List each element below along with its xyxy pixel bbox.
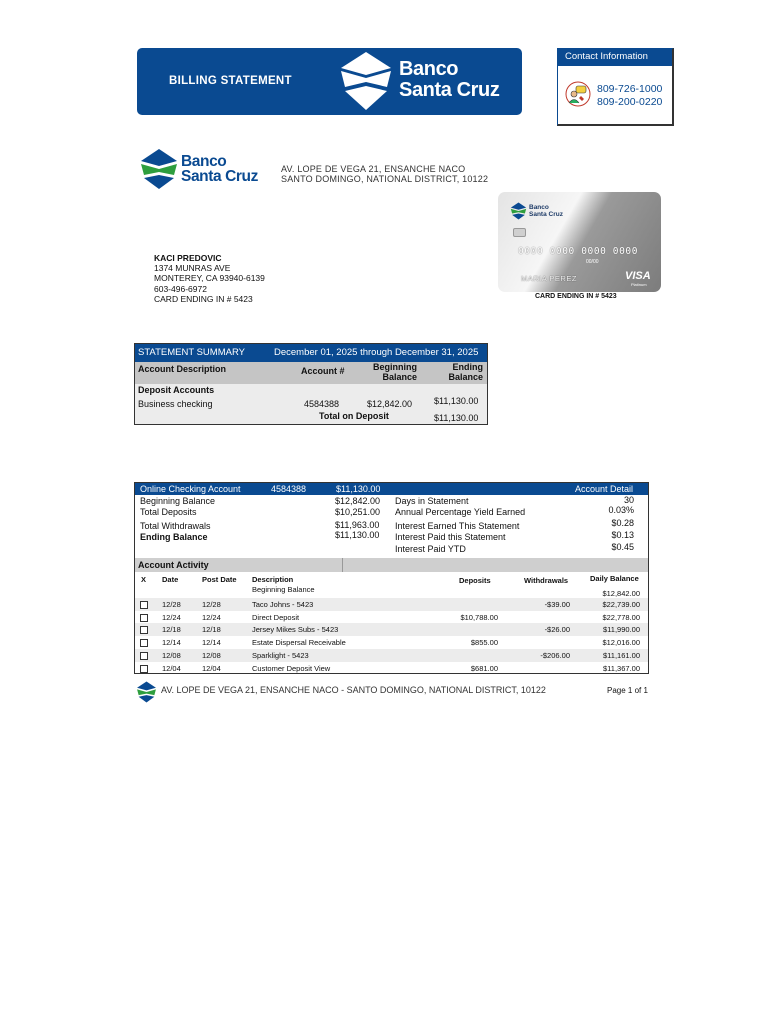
col-deposits: Deposits [459, 576, 491, 585]
row-post-date: 12/24 [202, 612, 221, 622]
stat-ending-balance-value: $11,130.00 [335, 530, 380, 540]
row-withdrawal: -$206.00 [540, 650, 570, 660]
row-description: Beginning Balance [252, 585, 315, 594]
bank-address-line2: SANTO DOMINGO, NATIONAL DISTRICT, 10122 [281, 174, 489, 184]
row-date: 12/28 [162, 599, 181, 609]
table-row [135, 662, 648, 675]
footer-bank-logo-icon [136, 681, 157, 703]
summary-body [135, 384, 487, 424]
row-checkbox[interactable] [140, 665, 148, 673]
row-description: Customer Deposit View [252, 663, 331, 673]
row-deposit: $855.00 [470, 638, 498, 648]
stat-interest-paid-value: $0.13 [611, 530, 634, 540]
contact-phones [597, 83, 662, 108]
summary-period: December 01, 2025 through December 31, 2025 [274, 347, 479, 358]
table-row [135, 585, 648, 598]
row-balance: $12,016.00 [602, 638, 640, 648]
stat-ending-balance-label: Ending Balance [140, 532, 208, 542]
card-tier: Platinum [631, 282, 647, 287]
activity-rows [135, 585, 648, 675]
summary-beginning-balance: $12,842.00 [367, 399, 413, 409]
row-date: 12/04 [162, 663, 181, 673]
row-balance: $11,161.00 [603, 650, 640, 660]
row-balance: $12,842.00 [602, 589, 640, 598]
customer-block [154, 253, 265, 304]
stat-interest-earned-value: $0.28 [611, 518, 634, 528]
banner-bank-name-line2: Santa Cruz [399, 79, 500, 101]
summary-account-name: Business checking [138, 399, 213, 409]
phone-contact-icon [565, 81, 591, 107]
credit-card-image [498, 192, 661, 292]
summary-title: STATEMENT SUMMARY [138, 347, 245, 358]
bank-logo-icon [337, 51, 395, 111]
stat-beginning-balance-value: $12,842.00 [335, 496, 381, 506]
row-checkbox[interactable] [140, 626, 148, 634]
bank-name [181, 154, 258, 184]
col-beginning-line2: Balance [382, 372, 417, 382]
stat-apy-label: Annual Percentage Yield Earned [395, 507, 526, 517]
card-network-logo: VISA [625, 270, 651, 282]
activity-title: Account Activity [138, 560, 209, 570]
card-brand-line1: Banco [529, 204, 549, 211]
bank-name-line1: Banco [181, 153, 227, 170]
row-post-date: 12/28 [202, 599, 221, 609]
col-account-description: Account Description [138, 364, 227, 374]
row-post-date: 12/14 [202, 638, 221, 648]
col-ending-line2: Balance [448, 372, 483, 382]
activity-header-divider [342, 558, 343, 572]
summary-section: Deposit Accounts [138, 385, 215, 395]
bank-address [281, 164, 488, 184]
detail-balance: $11,130.00 [336, 484, 381, 494]
contact-phone-1[interactable]: 809-726-1000 [597, 83, 663, 95]
row-post-date: 12/04 [202, 663, 221, 673]
detail-account-number: 4584388 [271, 484, 307, 494]
stat-total-deposits-label: Total Deposits [140, 507, 197, 517]
row-balance: $11,990.00 [603, 625, 640, 635]
row-checkbox[interactable] [140, 601, 148, 609]
row-balance: $22,739.00 [602, 599, 640, 609]
footer-address: AV. LOPE DE VEGA 21, ENSANCHE NACO - SANTO DOMINGO, NATIONAL DISTRICT, 10122 [161, 685, 546, 695]
row-date: 12/08 [162, 650, 181, 660]
bank-name-line2: Santa Cruz [181, 168, 258, 185]
customer-phone: 603-496-6972 [154, 283, 207, 294]
customer-name: KACI PREDOVIC [154, 253, 222, 263]
stat-interest-earned-label: Interest Earned This Statement [395, 521, 520, 531]
row-date: 12/24 [162, 612, 181, 622]
summary-ending-balance: $11,130.00 [434, 396, 479, 406]
stat-interest-ytd-label: Interest Paid YTD [395, 544, 466, 554]
summary-total-label: Total on Deposit [319, 411, 389, 421]
contact-box [557, 48, 674, 126]
col-account-number: Account # [301, 366, 345, 376]
detail-header-right: Account Detail [574, 484, 633, 494]
row-deposit: $10,788.00 [460, 612, 498, 622]
stat-total-withdrawals-label: Total Withdrawals [140, 521, 211, 531]
stat-days-label: Days in Statement [395, 496, 469, 506]
col-daily-balance: Daily Balance [590, 574, 639, 583]
row-deposit: $681.00 [470, 663, 498, 673]
row-checkbox[interactable] [140, 614, 148, 622]
col-withdrawals: Withdrawals [524, 576, 569, 585]
table-row [135, 636, 648, 649]
card-brand-line2: Santa Cruz [529, 211, 563, 218]
customer-address-1: 1374 MUNRAS AVE [154, 263, 231, 274]
row-description: Estate Dispersal Receivable [252, 638, 346, 648]
banner-bank-name-line1: Banco [399, 58, 459, 80]
stat-total-withdrawals-value: $11,963.00 [335, 520, 380, 530]
row-post-date: 12/08 [202, 650, 221, 660]
card-expiry: 00/00 [586, 259, 599, 265]
card-brand [529, 204, 563, 218]
col-x: X [141, 575, 147, 584]
stat-days-value: 30 [623, 495, 634, 505]
contact-title: Contact Information [558, 49, 672, 66]
col-beginning-line1: Beginning [373, 362, 417, 372]
row-description: Jersey Mikes Subs - 5423 [252, 625, 339, 635]
statement-summary [134, 343, 488, 425]
bank-address-line1: AV. LOPE DE VEGA 21, ENSANCHE NACO [281, 164, 466, 174]
billing-banner [137, 48, 522, 115]
customer-address-2: MONTEREY, CA 93940-6139 [154, 273, 265, 284]
col-beginning-balance [365, 362, 417, 382]
card-number: 0000 0000 0000 0000 [518, 246, 639, 257]
summary-total-value: $11,130.00 [434, 413, 479, 423]
customer-card-ending: CARD ENDING IN # 5423 [154, 293, 253, 304]
banner-title: BILLING STATEMENT [169, 75, 292, 87]
row-balance: $11,367.00 [603, 663, 640, 673]
col-ending-line1: Ending [452, 362, 483, 372]
contact-phone-2[interactable]: 809-200-0220 [597, 95, 663, 108]
row-description: Direct Deposit [252, 612, 300, 622]
table-row [135, 649, 648, 662]
summary-header [135, 344, 487, 362]
row-post-date: 12/18 [202, 625, 221, 635]
page-number: Page 1 of 1 [607, 686, 648, 695]
summary-account-number: 4584388 [304, 399, 340, 409]
banner-bank-name [399, 59, 499, 101]
card-bank-logo-icon [510, 202, 527, 220]
card-chip-icon [513, 228, 526, 237]
summary-column-headers [135, 362, 487, 384]
row-description: Taco Johns - 5423 [252, 599, 314, 609]
row-checkbox[interactable] [140, 652, 148, 660]
detail-header [135, 483, 648, 495]
table-row [135, 611, 648, 624]
table-row [135, 598, 648, 611]
activity-column-headers [135, 572, 648, 585]
col-description: Description [252, 575, 294, 584]
bank-logo-globe-icon [139, 148, 179, 190]
stat-beginning-balance-label: Beginning Balance [140, 496, 216, 506]
activity-header [135, 558, 648, 572]
row-date: 12/18 [162, 625, 181, 635]
row-withdrawal: -$26.00 [544, 625, 570, 635]
card-caption: CARD ENDING IN # 5423 [535, 293, 617, 300]
stat-apy-value: 0.03% [608, 505, 634, 515]
account-detail [134, 482, 649, 674]
row-description: Sparklight - 5423 [252, 650, 309, 660]
row-date: 12/14 [162, 638, 181, 648]
row-balance: $22,778.00 [602, 612, 640, 622]
stat-interest-paid-label: Interest Paid this Statement [395, 532, 506, 542]
table-row [135, 623, 648, 636]
col-ending-balance [435, 362, 483, 382]
stat-total-deposits-value: $10,251.00 [335, 507, 381, 517]
detail-account-name: Online Checking Account [140, 484, 241, 494]
col-post-date: Post Date [202, 575, 237, 584]
stat-interest-ytd-value: $0.45 [611, 542, 634, 552]
row-withdrawal: -$39.00 [544, 599, 570, 609]
col-date: Date [162, 575, 179, 584]
row-checkbox[interactable] [140, 639, 148, 647]
card-holder: MARIA PEREZ [521, 274, 577, 283]
